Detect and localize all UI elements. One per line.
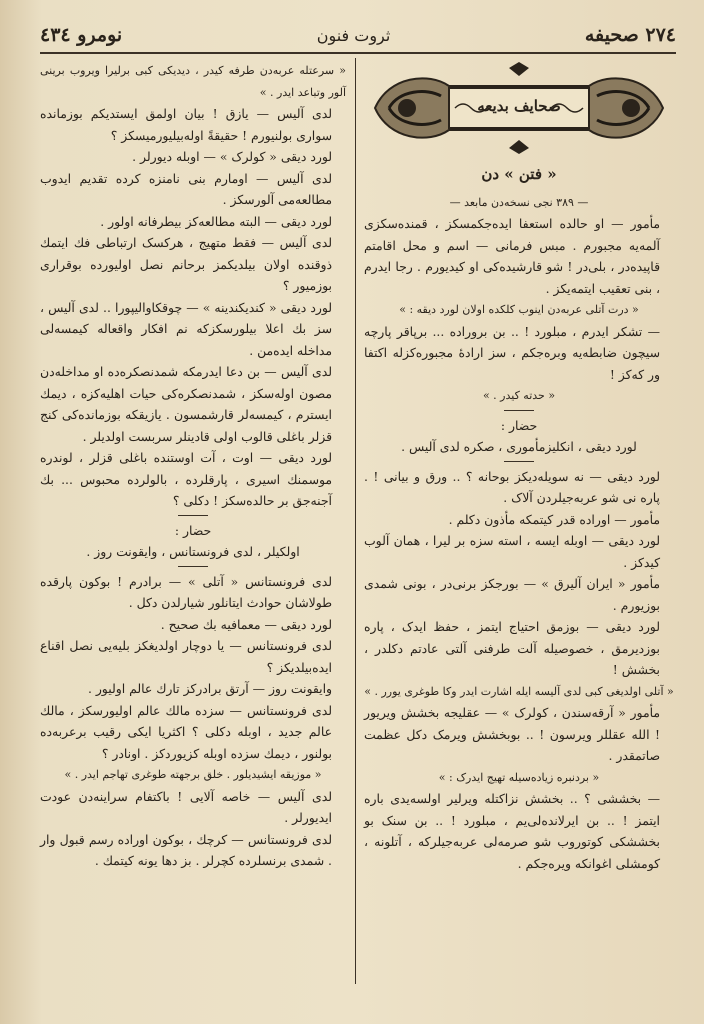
separator-rule	[178, 566, 208, 567]
dialogue-line: لدی آلیس — یازق ! بیان اولمق ایستدیکم بوزمانده سواری بولنیورم ! حقیقةً اوله‌بیلیورمیسکز ؟	[40, 106, 332, 143]
dialogue-line: — بخششی ؟ .. بخشش نزاکتله ویرلیر اولسه‌یدی باره ایتمز ! .. بن ایرلانده‌لی‌یم ، مبلورد ! .. بن سنک بو بخششکی کوتوروب شو صرمه‌لی عربه‌جیلرکه ، آتلونه ، کومشلی اغوانکه ویره‌جکم .	[364, 791, 660, 871]
cast-list: اولکیلر ، لدی فرونستانس ، وایقونت روز .	[86, 544, 300, 559]
stage-direction: « حدته کیدر . »	[482, 389, 556, 402]
dialogue-line: وایقونت روز — آرتق برادرکز تارك عالم اولیور .	[87, 681, 332, 696]
dialogue-line: لورد دیقی — بوزمق احتیاج ایتمز ، حفظ ایدک ، پاره بوزدیرمق ، خصوصیله آلت طرفنی آلتی عادتم دکلدر ، بخشش !	[364, 619, 660, 677]
dialogue-line: لدی آلیس — خاصه آلایی ! باکتفام سراینه‌دن عودت ایدیورلر .	[40, 788, 332, 825]
cast-list: لورد دیقی ، انکلیزمأموری ، صکره لدی آلیس .	[401, 439, 637, 454]
journal-title: ثروت فنون	[316, 25, 391, 45]
stage-direction: « بردنبره زیاده‌سیله تهیج ایدرک : »	[438, 770, 600, 784]
dialogue-line: مأمور « آرقه‌سندن ، کولرک » — عقلیجه بخشش ویریور ! الله عقللر ویرسون ! .. بوبخشش ویرمک دکل عظمت صاتمقدر .	[364, 705, 660, 763]
dialogue-line: لدی آلیس — فقط متهیج ، هرکسک ارتباطی فك ایتمك ذوقنده اولان بیلدیکمز برحانم نصل اولیورده بوقراری بوزمیور ؟	[40, 235, 332, 293]
page-header	[40, 20, 676, 50]
banner-title: صحایف بدیعه	[477, 97, 561, 115]
stage-direction: « درت آتلی عربه‌دن اینوب کلکده اولان لورد دیقه : »	[399, 303, 639, 316]
dialogue-line: لورد دیقی « کندیکندینه » — چوقکاوالیپورا .. لدی آلیس ، سز بك اعلا بیلورسکزکه نم افکار واقعاله کیمسه‌لی مداخله ایده‌من .	[40, 299, 332, 358]
right-column	[364, 60, 674, 874]
dialogue-line: لدی فرونستانس — کرچك ، بوکون اوراده رسم قبول وار . شمدی برنسلرده کچرلر . بز دها یونه کیتمك .	[40, 831, 332, 868]
dialogue-line: لدی فرونستانس — یا دوچار اولدیغکز بلیه‌یی نصل اقناع ایده‌بیلدیکز ؟	[40, 638, 332, 675]
paragraph: مأمور — او حالده استعفا ایده‌جکمسکز ، قمنده‌سکزی آلمه‌یه مجبورم . مبس فرمانی — اسم و محل اقامتم قاپیده‌در ، بلی‌در ! شو قارشیده‌کی او کیدیورم . رجا ایدرم ، بنی تعقیب ایتمه‌یکز .	[364, 216, 660, 296]
dialogue-line: لورد دیقی — اوت ، آت اوستنده باغلی قزلر ، لوندره موسمنك اسیری ، پارقلرده ، بالولرده محبوس ... بك آجنه‌جق بر حالده‌سکز ! دکلی ؟	[40, 450, 332, 508]
dialogue-line: لورد دیقی — نه سویله‌دیکز بوحانه ؟ .. ورق و بیانی ! . پاره نی شو عربه‌جیلردن آلاک .	[364, 468, 660, 505]
stage-direction: « موزیقه ایشیدیلور . خلق برجهته طوغری تهاجم ایدر . »	[64, 768, 322, 781]
dialogue-line: لورد دیقی — اوبله ایسه ، استه سزه بر لیرا ، همان آلوب کیدکز .	[364, 533, 660, 570]
stage-direction: « سرعتله عربه‌دن طرفه کیدر ، دیدیکی کبی برلیرا ویروب برینی آلور وتباعد ایدر . »	[40, 64, 346, 99]
dialogue-line: مأمور « ایران آلیرق » — بورجکز برنی‌در ، بونی شمدی بوزیورم .	[364, 576, 660, 613]
continuation-note: — ٣٨٩ نجی نسخه‌دن مابعد —	[449, 195, 589, 209]
dialogue-line: لدی آلیس — اومارم بنی نامنزه کرده تقدیم ایدوب مطالعه‌می آلورسکز .	[40, 170, 332, 207]
cast-heading: حضار :	[500, 417, 538, 433]
stage-direction: « آتلی اولدیغی کبی لدی آلیسه ایله اشارت ایدر وکا طوغری یورر . »	[364, 684, 674, 698]
dialogue-line: لورد دیقی « کولرک » — اوبله دیورلر .	[132, 149, 332, 164]
header-rule	[40, 52, 676, 54]
paragraph: — تشکر ایدرم ، مبلورد ! .. بن بروراده ... برپاقر پارچه سیچون ضابطه‌یه وبره‌جکم ، سز ارادهٔ مجبوره‌کزله اکتفا ور که‌کز !	[364, 323, 660, 382]
separator-rule	[178, 515, 208, 516]
page-number: ٢٧٤ صحیفه	[584, 24, 676, 46]
section-banner	[369, 62, 669, 154]
play-title: « فتن » دن	[481, 165, 557, 183]
separator-rule	[504, 410, 534, 411]
dialogue-line: لدی فرونستانس — سزده مالك عالم اولیورسکز ، مالك عالم جدید ، اوبله دکلی ؟ اکثریا ایکی رقیب برعربه‌ده بولنور ، دیمك سزده اوبله کزیوردکز . اونادر ؟	[40, 702, 332, 761]
dialogue-line: لورد دیقی — معمافیه بك صحیح .	[160, 616, 332, 632]
dialogue-line: مأمور — اوراده قدر کیتمکه مأذون دکلم .	[448, 511, 660, 527]
dialogue-line: لدی فرونستانس « آتلی » — برادرم ! بوکون پارقده طولاشان حوادث ایتانلور شیارلدن دکل .	[40, 573, 332, 610]
column-divider	[355, 58, 356, 984]
issue-number: نومرو ٤٣٤	[40, 24, 123, 46]
dialogue-line: لدی آلیس — بن دعا ایدرمکه شمدنصکره‌ده او مداخله‌دن مصون اوله‌سکز ، شمدنصکره‌کی حیات اهلیه‌کزه ، دیمك ایسترم ، کیمسه‌لر قارشمسون . یازیقکه بوزمانده‌کی کنج قزلر باغلی قالوب اولی قادینلر سربست اولدیلر .	[40, 364, 332, 444]
cast-heading: حضار :	[174, 522, 212, 538]
left-column	[40, 60, 346, 872]
separator-rule	[504, 461, 534, 462]
dialogue-line: لورد دیقی — البته مطالعه‌کز بیطرفانه اولور .	[100, 213, 332, 229]
